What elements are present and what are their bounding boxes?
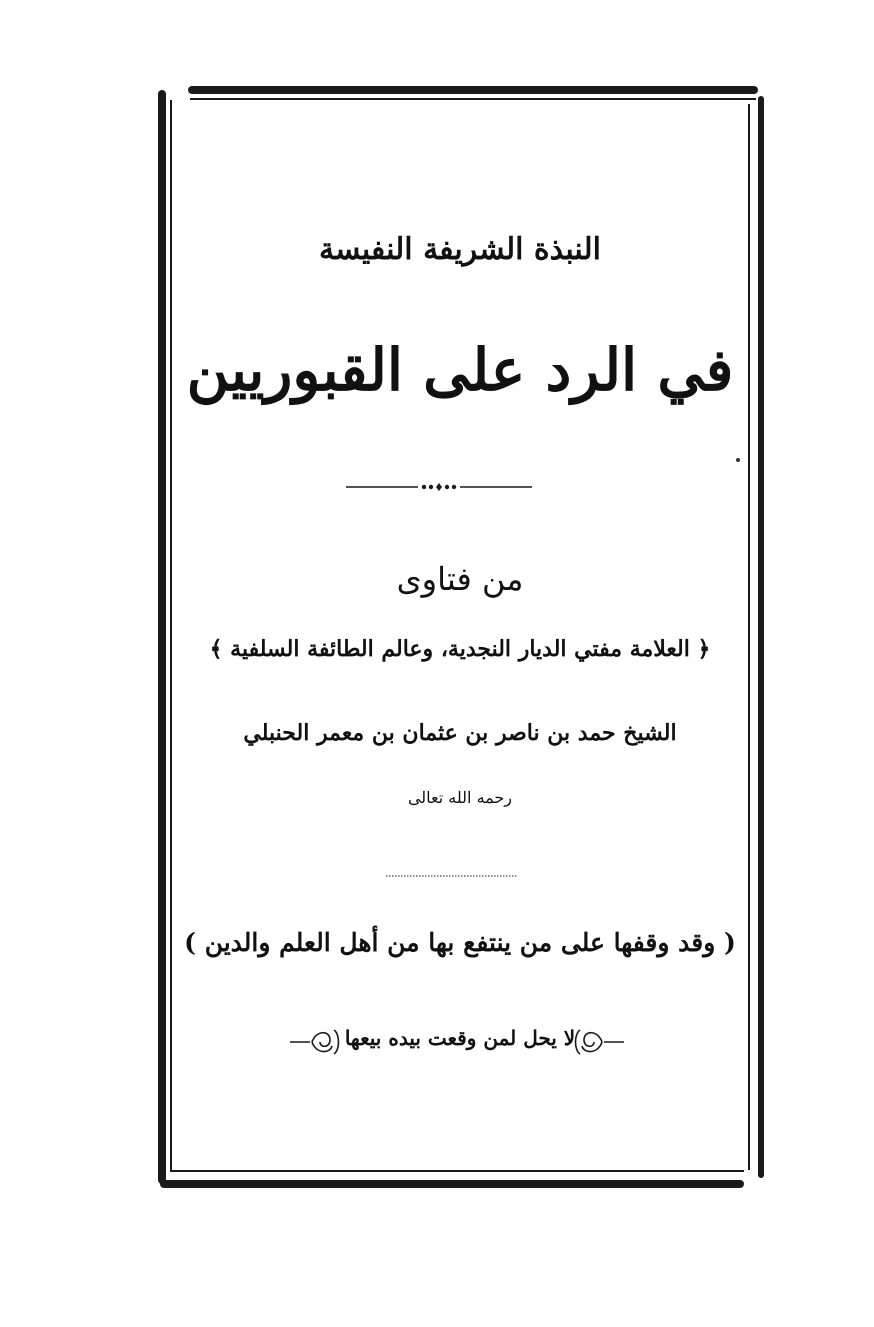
author-blessing: رحمه الله تعالى [407, 788, 513, 807]
scholar-description: ﴿ العلامة مفتي الديار النجدية، وعالم الطائفة السلفية ﴾ [209, 636, 711, 662]
book-subtitle: من فتاوى [396, 560, 524, 598]
book-title: في الرد على القبوريين [186, 336, 734, 404]
book-heading: النبذة الشريفة النفيسة [319, 232, 601, 267]
ink-speck [736, 458, 740, 462]
sale-prohibition-note: لا يحل لمن وقعت بيده بيعها [344, 1026, 576, 1050]
author-name: الشيخ حمد بن ناصر بن عثمان بن معمر الحنبلي [243, 720, 677, 746]
endowment-statement: ( وقد وقفها على من ينتفع بها من أهل العلم والدين ) [184, 928, 736, 957]
